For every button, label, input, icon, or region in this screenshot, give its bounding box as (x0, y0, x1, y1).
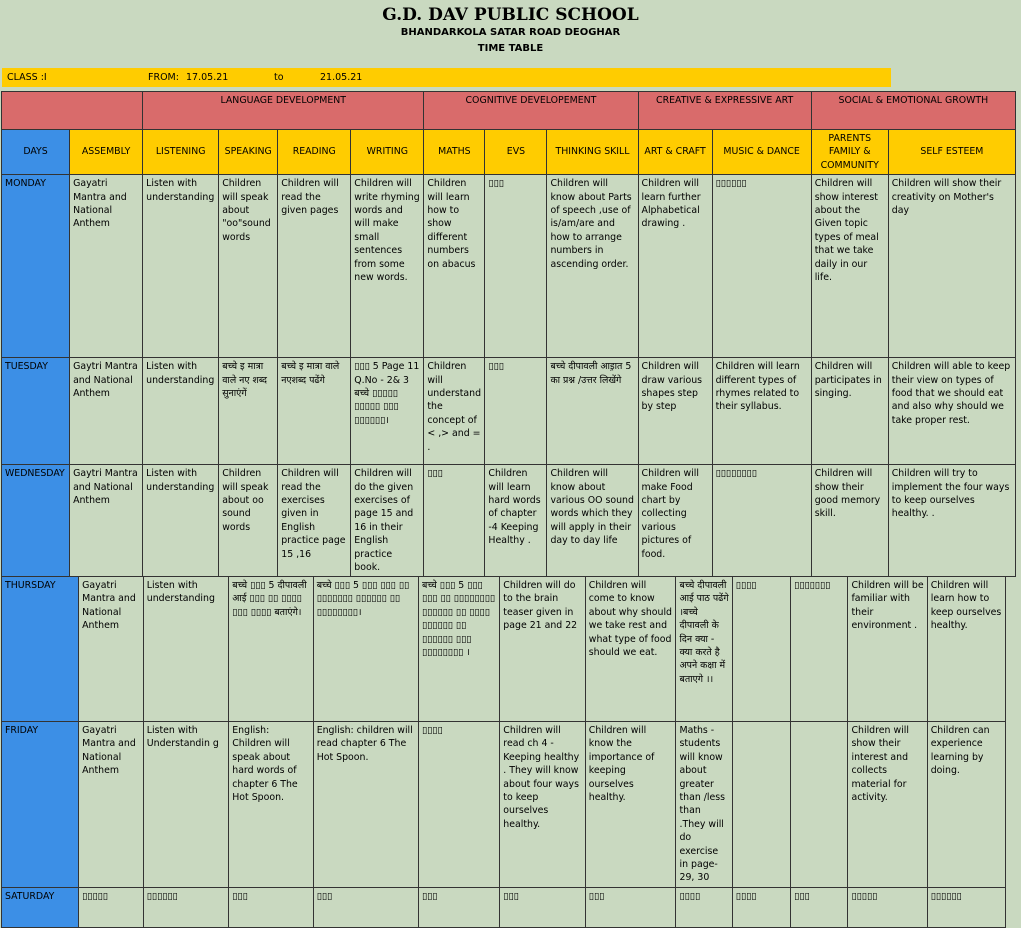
group-creative: CREATIVE & EXPRESSIVE ART (638, 92, 811, 130)
table-row (2, 577, 1006, 722)
day-cell: TUESDAY (2, 358, 70, 465)
from-label: FROM: (148, 72, 179, 83)
cell-evs: ▯▯▯ (585, 887, 676, 927)
cell-self-esteem: Children will try to implement the four ways to keep ourselves healthy. . (888, 465, 1015, 577)
cell-speaking: ▯▯▯ (229, 887, 313, 927)
cell-listening: Listen with understanding (143, 358, 219, 465)
cell-art-craft (732, 722, 790, 888)
col-thinking-skill: THINKING SKILL (547, 130, 638, 175)
to-date: 21.05.21 (320, 72, 363, 83)
day-cell: THURSDAY (2, 577, 79, 722)
timetable-lower (1, 576, 1006, 928)
cell-self-esteem: ▯▯▯▯▯▯ (927, 887, 1005, 927)
group-language: LANGUAGE DEVELOPMENT (143, 92, 424, 130)
cell-reading: बच्चे ▯▯▯ 5 ▯▯▯ ▯▯▯ ▯▯ ▯▯▯▯▯▯▯ ▯▯▯▯▯▯ ▯▯ ▯▯▯▯▯▯▯▯। (313, 577, 418, 722)
cell-speaking: English: Children will speak about hard words of chapter 6 The Hot Spoon. (229, 722, 313, 888)
cell-reading: ▯▯▯ (313, 887, 418, 927)
cell-writing: Children will write rhyming words and will make small sentences from some new words. (351, 175, 424, 358)
cell-art-craft: Children will draw various shapes step by step (638, 358, 712, 465)
blank-group-cell (2, 92, 143, 130)
cell-speaking: बच्चे ▯▯▯ 5 दीपावली आई ▯▯▯ ▯▯ ▯▯▯▯ ▯▯▯ ▯▯▯▯ बताएंगे। (229, 577, 313, 722)
col-art-craft: ART & CRAFT (638, 130, 712, 175)
table-row (2, 358, 1016, 465)
cell-writing: बच्चे ▯▯▯ 5 ▯▯▯ ▯▯▯ ▯▯ ▯▯▯▯▯▯▯▯ ▯▯▯▯▯▯ ▯▯ ▯▯▯▯ ▯▯▯▯▯▯ ▯▯ ▯▯▯▯▯▯ ▯▯▯ ▯▯▯▯▯▯▯▯ । (418, 577, 499, 722)
cell-music-dance: ▯▯▯▯▯▯ (712, 175, 811, 358)
cell-maths: ▯▯▯ (500, 887, 585, 927)
cell-parents-family: Children will show interest about the Given topic types of meal that we take daily in our life. (811, 175, 888, 358)
col-speaking: SPEAKING (219, 130, 278, 175)
cell-listening: Listen with understanding (143, 465, 219, 577)
cell-assembly: Gaytri Mantra and National Anthem (70, 465, 143, 577)
cell-listening: Listen with Understandin g (143, 722, 228, 888)
col-maths: MATHS (424, 130, 485, 175)
timetable-upper (1, 91, 1016, 577)
table-row (2, 465, 1016, 577)
cell-assembly: ▯▯▯▯▯ (79, 887, 144, 927)
group-social: SOCIAL & EMOTIONAL GROWTH (811, 92, 1015, 130)
cell-thinking-skill: बच्चे दीपावली आई पाठ पढेंगे ।बच्चे दीपावली के दिन क्या - क्या करते है अपने कक्षा में बताएगे ।। (676, 577, 732, 722)
class-date-bar (2, 68, 891, 87)
cell-reading: Children will read the given pages (278, 175, 351, 358)
cell-writing: ▯▯▯▯ (418, 722, 499, 888)
from-date: 17.05.21 (186, 72, 229, 83)
cell-assembly: Gayatri Mantra and National Anthem (79, 722, 144, 888)
cell-music-dance: ▯▯▯▯▯▯▯ (791, 577, 848, 722)
cell-evs: ▯▯▯ (485, 358, 547, 465)
col-writing: WRITING (351, 130, 424, 175)
cell-speaking: बच्चे इ मात्रा वाले नए शब्द सुनाएंगें (219, 358, 278, 465)
col-days: DAYS (2, 130, 70, 175)
cell-self-esteem: Children will able to keep their view on types of food that we should eat and also why should we take proper rest. (888, 358, 1015, 465)
cell-art-craft: Children will learn further Alphabetical drawing . (638, 175, 712, 358)
cell-maths: Children will learn how to show different numbers on abacus (424, 175, 485, 358)
cell-thinking-skill: Children will know about various OO sound words which they will apply in their day to day life (547, 465, 638, 577)
cell-parents-family: Children will participates in singing. (811, 358, 888, 465)
cell-music-dance: ▯▯▯▯▯▯▯▯ (712, 465, 811, 577)
cell-thinking-skill: Maths - students will know about greater than /less than .They will do exercise in page-29, 30 (676, 722, 732, 888)
school-name: G.D. DAV PUBLIC SCHOOL (382, 5, 639, 25)
cell-assembly: Gayatri Mantra and National Anthem (70, 175, 143, 358)
col-parents-family: PARENTS FAMILY & COMMUNITY (811, 130, 888, 175)
col-listening: LISTENING (143, 130, 219, 175)
cell-reading: English: children will read chapter 6 The Hot Spoon. (313, 722, 418, 888)
group-cognitive: COGNITIVE DEVELOPEMENT (424, 92, 638, 130)
cell-self-esteem: Children can experience learning by doing. (927, 722, 1005, 888)
cell-maths: ▯▯▯ (424, 465, 485, 577)
day-cell: MONDAY (2, 175, 70, 358)
cell-listening: Listen with understanding (143, 175, 219, 358)
cell-art-craft: ▯▯▯▯ (732, 887, 790, 927)
cell-parents-family: Children will show their interest and collects material for activity. (848, 722, 927, 888)
cell-writing: ▯▯▯ (418, 887, 499, 927)
col-self-esteem: SELF ESTEEM (888, 130, 1015, 175)
document-title: TIME TABLE (477, 43, 544, 54)
cell-self-esteem: Children will show their creativity on Mother's day (888, 175, 1015, 358)
cell-assembly: Gayatri Mantra and National Anthem (79, 577, 144, 722)
cell-maths: Children will understand the concept of < ,> and = . (424, 358, 485, 465)
cell-listening: Listen with understanding (143, 577, 228, 722)
cell-evs: ▯▯▯ (485, 175, 547, 358)
table-row (2, 887, 1006, 927)
cell-assembly: Gaytri Mantra and National Anthem (70, 358, 143, 465)
cell-writing: ▯▯▯ 5 Page 11 Q.No - 2& 3 बच्चे ▯▯▯▯▯ ▯▯▯▯▯ ▯▯▯ ▯▯▯▯▯▯। (351, 358, 424, 465)
col-evs: EVS (485, 130, 547, 175)
cell-art-craft: Children will make Food chart by collecting various pictures of food. (638, 465, 712, 577)
col-assembly: ASSEMBLY (70, 130, 143, 175)
cell-thinking-skill: ▯▯▯▯ (676, 887, 732, 927)
cell-parents-family: Children will be familiar with their environment . (848, 577, 927, 722)
cell-parents-family: ▯▯▯▯▯ (848, 887, 927, 927)
cell-evs: Children will come to know about why should we take rest and what type of food should we eat. (585, 577, 676, 722)
cell-writing: Children will do the given exercises of page 15 and 16 in their English practice book. (351, 465, 424, 577)
cell-thinking-skill: Children will know about Parts of speech ,use of is/am/are and how to arrange numbers in ascending order. (547, 175, 638, 358)
cell-thinking-skill: बच्चे दीपावली आइ़ात 5 का प्रश्न /उत्तर लिखेंगे (547, 358, 638, 465)
to-label: to (274, 72, 284, 83)
table-row (2, 722, 1006, 888)
cell-music-dance: Children will learn different types of rhymes related to their syllabus. (712, 358, 811, 465)
cell-parents-family: Children will show their good memory skill. (811, 465, 888, 577)
class-label: CLASS :I (7, 72, 47, 83)
day-cell: FRIDAY (2, 722, 79, 888)
cell-reading: बच्चे इ मात्रा वाले नएशब्द पढेंगे (278, 358, 351, 465)
cell-maths: Children will read ch 4 - Keeping healthy . They will know about four ways to keep ourselves healthy. (500, 722, 585, 888)
cell-maths: Children will do to the brain teaser given in page 21 and 22 (500, 577, 585, 722)
day-cell: WEDNESDAY (2, 465, 70, 577)
col-reading: READING (278, 130, 351, 175)
cell-evs: Children will learn hard words of chapter -4 Keeping Healthy . (485, 465, 547, 577)
cell-music-dance (791, 722, 848, 888)
cell-evs: Children will know the importance of keeping ourselves healthy. (585, 722, 676, 888)
day-cell: SATURDAY (2, 887, 79, 927)
cell-self-esteem: Children will learn how to keep ourselves healthy. (927, 577, 1005, 722)
cell-music-dance: ▯▯▯ (791, 887, 848, 927)
table-row (2, 175, 1016, 358)
cell-reading: Children will read the exercises given in English practice page 15 ,16 (278, 465, 351, 577)
school-address: BHANDARKOLA SATAR ROAD DEOGHAR (400, 27, 621, 38)
cell-listening: ▯▯▯▯▯▯ (143, 887, 228, 927)
cell-art-craft: ▯▯▯▯ (732, 577, 790, 722)
cell-speaking: Children will speak about oo sound words (219, 465, 278, 577)
cell-speaking: Children will speak about "oo"sound words (219, 175, 278, 358)
col-music-dance: MUSIC & DANCE (712, 130, 811, 175)
